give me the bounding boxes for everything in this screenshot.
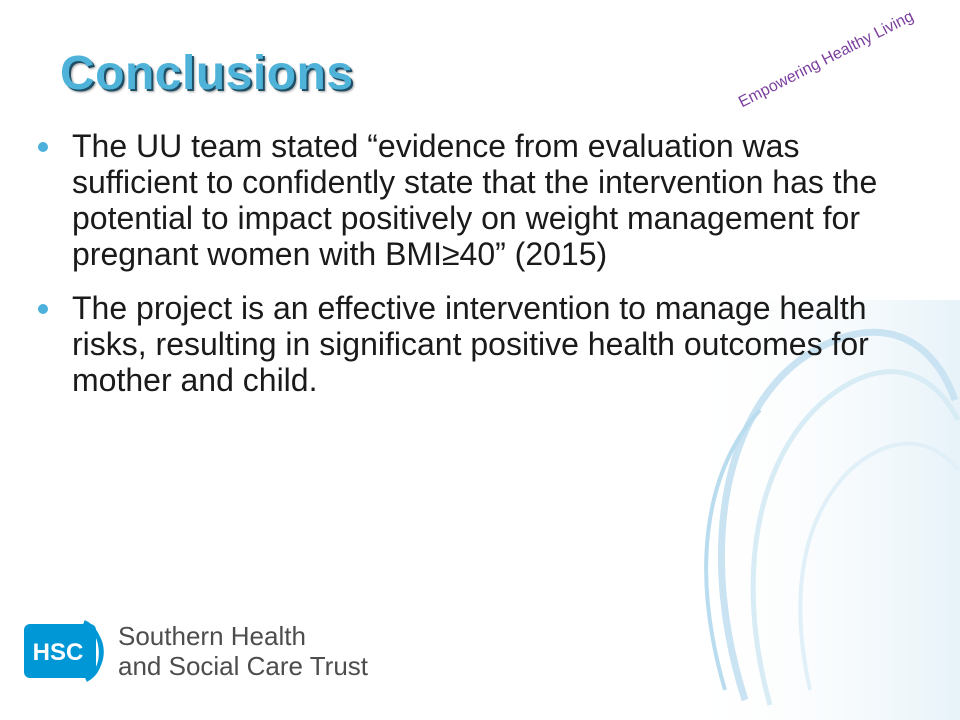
logo-text: HSC [32,639,84,666]
hsc-logo-icon [22,620,110,682]
bullet-dot-icon [38,142,48,152]
bullet-item [36,128,916,272]
bullet-dot-icon [38,304,48,314]
organization-logo [22,620,368,682]
organization-name [118,621,368,681]
bullet-text: The UU team stated “evidence from evaluation was sufficient to confidently state that the intervention has the potential to impact positively on weight management for pregnant women with BMI≥40” (2015) [72,128,878,272]
bullet-list [36,128,916,416]
bullet-text: The project is an effective intervention to manage health risks, resulting in significant positive health outcomes for mother and child. [72,290,869,398]
tagline: Empowering Healthy Living [736,7,917,112]
slide-title: Conclusions [60,47,354,100]
org-name-line1: Southern Health [118,621,306,651]
bullet-item [36,290,916,398]
org-name-line2: and Social Care Trust [118,651,369,681]
